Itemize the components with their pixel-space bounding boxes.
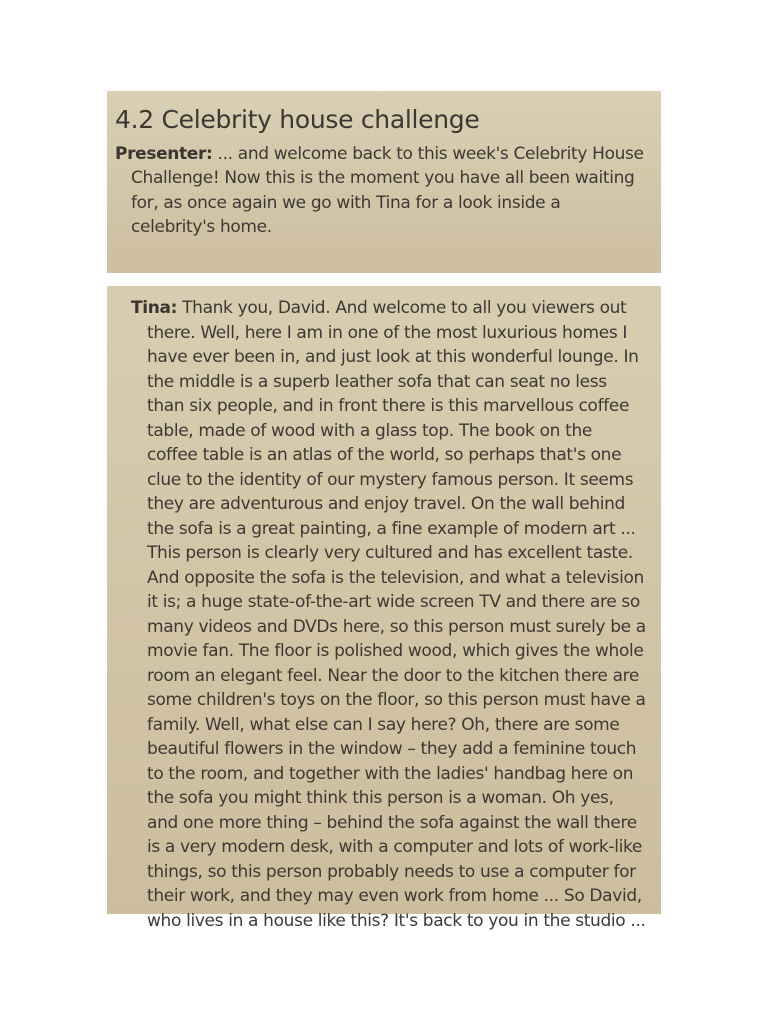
presenter-text: ... and welcome back to this week's Celebrity House Challenge! Now this is the moment you have all been waiting for, as once again we go with Tina for a look inside a celebrity's home. xyxy=(131,144,644,237)
tina-panel xyxy=(107,286,661,931)
presenter-speaker-label: Presenter: xyxy=(115,144,213,164)
tina-text: Thank you, David. And welcome to all you viewers out there. Well, here I am in one of the most luxurious homes I have ever been in, and just look at this wonderful lounge. In the middle is a superb leather sofa that can seat no less than six people, and in front there is this marvellous coffee table, made of wood with a glass top. The book on the coffee table is an atlas of the world, so perhaps that's one clue to the identity of our mystery famous person. It seems they are adventurous and enjoy travel. On the wall behind the sofa is a great painting, a fine example of modern art ... This person is clearly very cultured and has excellent taste. And opposite the sofa is the television, and what a television it is; a huge state-of-the-art wide screen TV and there are so many videos and DVDs here, so this person must surely be a movie fan. The floor is polished wood, which gives the whole room an elegant feel. Near the door to the kitchen there are some children's toys on the floor, so this person must have a family. Well, what else can I say here? Oh, there are some beautiful flowers in the window – they add a feminine touch to the room, and together with the ladies' handbag here on the sofa you might think this person is a woman. Oh yes, and one more thing – behind the sofa against the wall there is a very modern desk, with a computer and lots of work-like things, so this person probably needs to use a computer for their work, and they may even work from home ... So David, who lives in a house like this? It's back to you in the studio ... xyxy=(147,298,646,931)
tina-paragraph xyxy=(131,296,647,933)
section-title: 4.2 Celebrity house challenge xyxy=(115,105,480,134)
tina-speaker-label: Tina: xyxy=(131,298,178,318)
presenter-panel xyxy=(107,91,661,273)
presenter-paragraph xyxy=(115,142,647,239)
